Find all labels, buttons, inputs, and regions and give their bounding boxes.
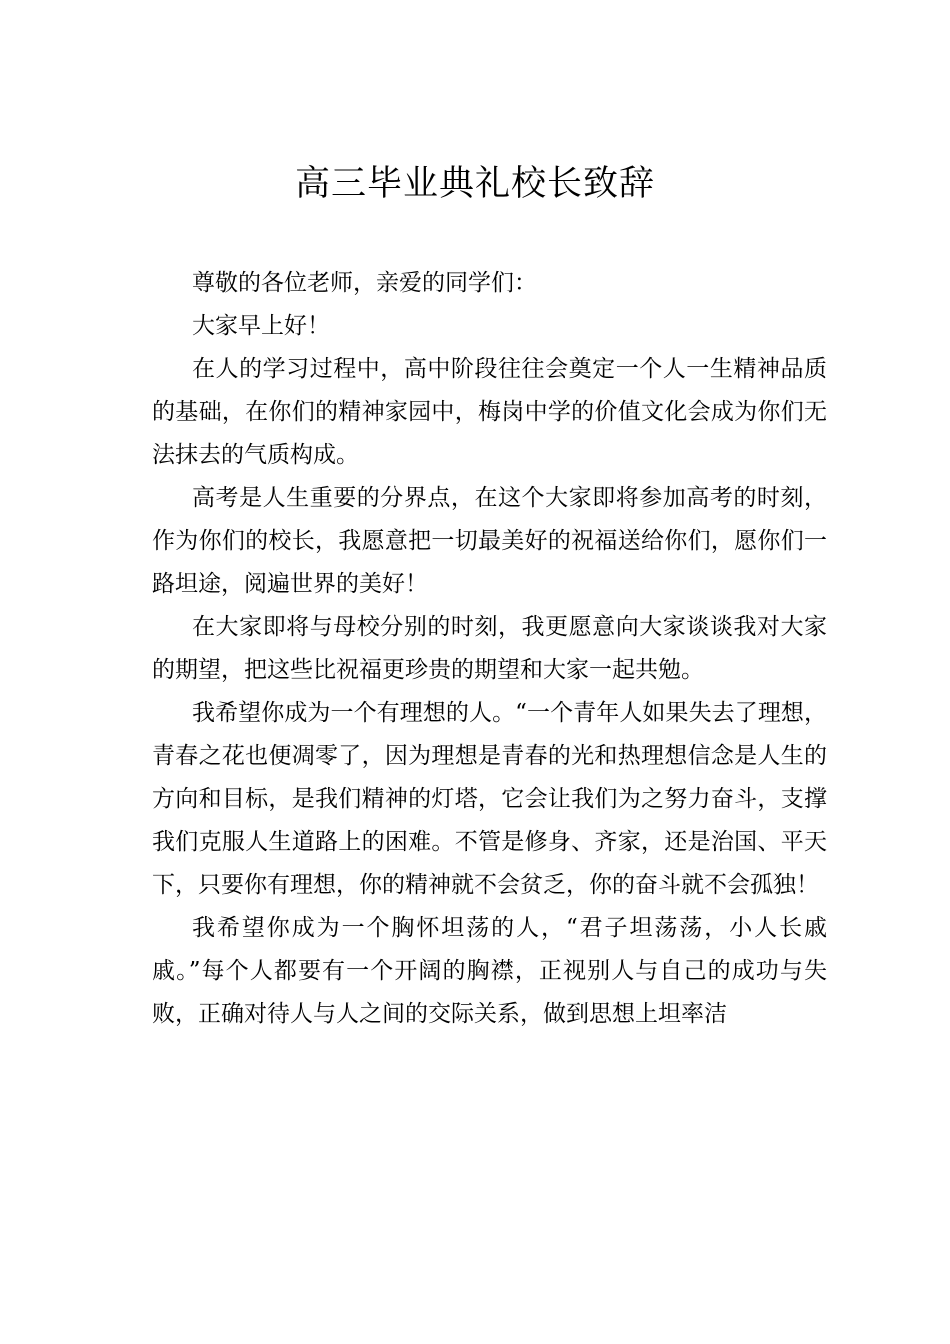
document-title: 高三毕业典礼校长致辞 bbox=[294, 164, 655, 204]
paragraph-morning: 大家早上好！ bbox=[192, 313, 330, 339]
paragraph-ideals: 我希望你成为一个有理想的人。“一个青年人如果失去了理想，青春之花也便凋零了，因为理想是青春的光和热理想信念是人生的方向和目标，是我们精神的灯塔，它会让我们为之努力奋斗，支撑我们克服人生道路上的困难。不管是修身、齐家，还是治国、平天下，只要你有理想，你的精神就不会贫乏，你的奋斗就不会孤独！ bbox=[152, 700, 827, 898]
paragraph-greeting: 尊敬的各位老师，亲爱的同学们： bbox=[192, 270, 537, 296]
paragraph-expectations: 在大家即将与母校分别的时刻，我更愿意向大家谈谈我对大家的期望，把这些比祝福更珍贵的期望和大家一起共勉。 bbox=[152, 614, 827, 683]
document-body bbox=[152, 262, 827, 1036]
paragraph-gaokao: 高考是人生重要的分界点，在这个大家即将参加高考的时刻，作为你们的校长，我愿意把一切最美好的祝福送给你们，愿你们一路坦途，阅遍世界的美好！ bbox=[152, 485, 827, 597]
paragraph-high-school-stage: 在人的学习过程中，高中阶段往往会奠定一个人一生精神品质的基础，在你们的精神家园中，梅岗中学的价值文化会成为你们无法抹去的气质构成。 bbox=[152, 356, 827, 468]
paragraph-open-mind: 我希望你成为一个胸怀坦荡的人，“君子坦荡荡，小人长戚戚。”每个人都要有一个开阔的胸襟，正视别人与自己的成功与失败，正确对待人与人之间的交际关系，做到思想上坦率洁 bbox=[152, 915, 827, 1027]
